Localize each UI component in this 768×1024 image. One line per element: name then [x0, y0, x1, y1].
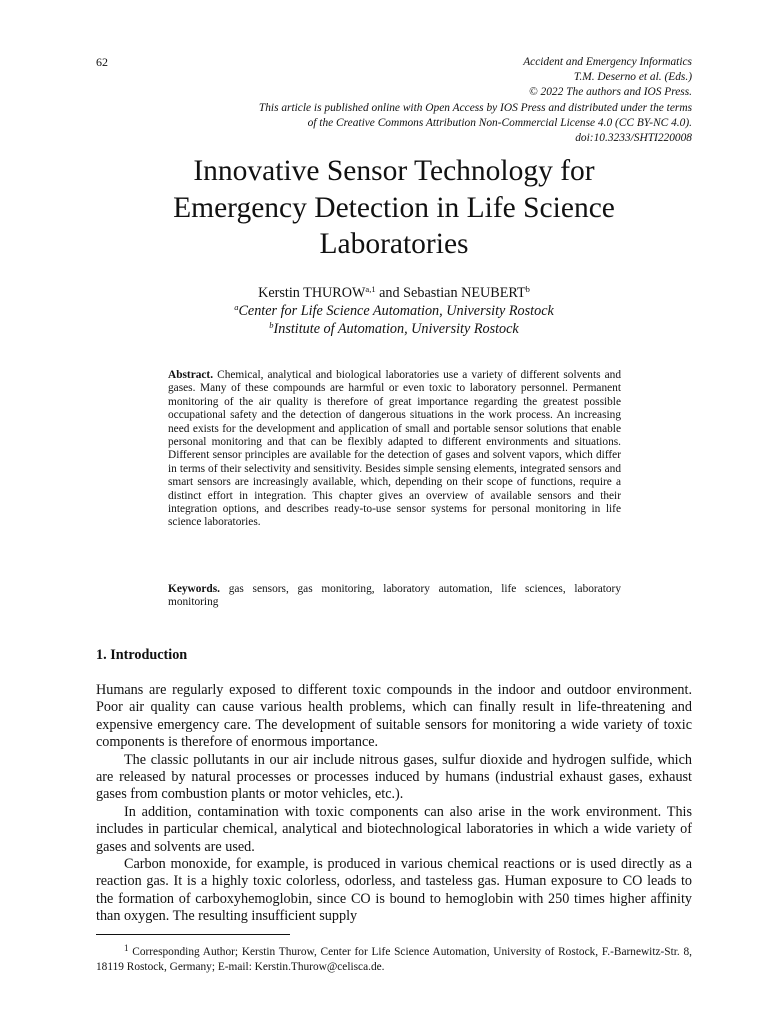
body-paragraph: In addition, contamination with toxic components can also arise in the work environment. This includes in particular chemical, analytical and biotechnological laboratories in which a wide variety of gases and solvents are used. [96, 803, 692, 855]
affiliation-mark: b [269, 320, 274, 330]
footnote-mark: 1 [124, 943, 129, 953]
keywords-label: Keywords. [168, 583, 220, 595]
section-heading: 1. Introduction [96, 647, 188, 663]
author-name: Sebastian NEUBERT [403, 285, 526, 301]
body-paragraph: Carbon monoxide, for example, is produced in various chemical reactions or is used directly as a reaction gas. It is a highly toxic colorless, odorless, and tasteless gas. Human exposure to CO leads to the formation of carboxyhemoglobin, since CO is bound to hemoglobin with 250 times higher affinity than oxygen. The resulting insufficient supply [96, 856, 692, 925]
author-name: Kerstin THUROW [258, 285, 366, 301]
title-line: Innovative Sensor Technology for [193, 155, 595, 187]
affiliation-text: Institute of Automation, University Rostock [273, 321, 519, 337]
body-paragraph: The classic pollutants in our air include nitrous gases, sulfur dioxide and hydrogen sulfide, which are released by natural processes or processes induced by humans (industrial exhaust gases, exhaust gases from combustion plants or motor vehicles, etc.). [96, 751, 692, 803]
author-connector: and [375, 285, 404, 301]
author-affiliation-mark: b [525, 284, 530, 294]
header-line: Accident and Emergency Informatics [523, 56, 692, 68]
footnote-text: Corresponding Author; Kerstin Thurow, Center for Life Science Automation, University of Rostock, F.-Barnewitz-Str. 8, 18119 Rostock, Germany; E-mail: Kerstin.Thurow@celisca.de. [96, 946, 692, 973]
header-line: © 2022 The authors and IOS Press. [529, 86, 692, 99]
page-number: 62 [96, 55, 108, 69]
paper-title [96, 153, 692, 263]
title-line: Laboratories [319, 228, 469, 260]
abstract-label: Abstract. [168, 369, 214, 381]
keywords-text: gas sensors, gas monitoring, laboratory automation, life sciences, laboratory monitoring [168, 583, 621, 609]
journal-header [92, 55, 692, 146]
affiliation [96, 316, 692, 338]
section-body [96, 682, 692, 926]
keywords [168, 583, 621, 610]
header-line: T.M. Deserno et al. (Eds.) [573, 71, 692, 84]
affiliation-mark: a [234, 302, 239, 312]
author-affiliation-mark: a,1 [365, 284, 376, 294]
title-line: Emergency Detection in Life Science [173, 191, 615, 224]
header-line: This article is published online with Open Access by IOS Press and distributed under the terms [258, 101, 692, 114]
footnote [96, 941, 692, 975]
body-paragraph: Humans are regularly exposed to different toxic compounds in the indoor and outdoor environment. Poor air quality can cause various health problems, which can finally result in life-threatening and expensive emergency care. The development of suitable sensors for monitoring a wide variety of toxic components is therefore of enormous importance. [96, 682, 692, 751]
header-line: of the Creative Commons Attribution Non-Commercial License 4.0 (CC BY-NC 4.0). [307, 116, 692, 129]
affiliation-text: Center for Life Science Automation, University Rostock [238, 303, 554, 319]
header-doi: doi:10.3233/SHTI220008 [575, 132, 692, 145]
abstract [168, 369, 621, 530]
abstract-text: Chemical, analytical and biological laboratories use a variety of different solvents and gases. Many of these compounds are harmful or even toxic to laboratory personnel. Permanent monitoring of the air quality is therefore of great importance regarding the greatest possible occupational safety and the detection of dangerous situations in the work process. An increasing need exists for the development and application of small and portable sensor solutions that enable personal monitoring and that can be flexibly adapted to different environments and situations. Different sensor principles are available for the detection of gases and solvent vapors, which differ in terms of their selectivity and sensitivity. Besides simple sensing elements, integrated sensors and smart sensors are increasingly available, which, depending on their scope of functions, require a distinct effort in integration. This chapter gives an overview of available sensors and their integration options, and describes ready-to-use sensor systems for personal monitoring in life science laboratories. [168, 369, 621, 529]
footnote-divider [96, 934, 290, 935]
